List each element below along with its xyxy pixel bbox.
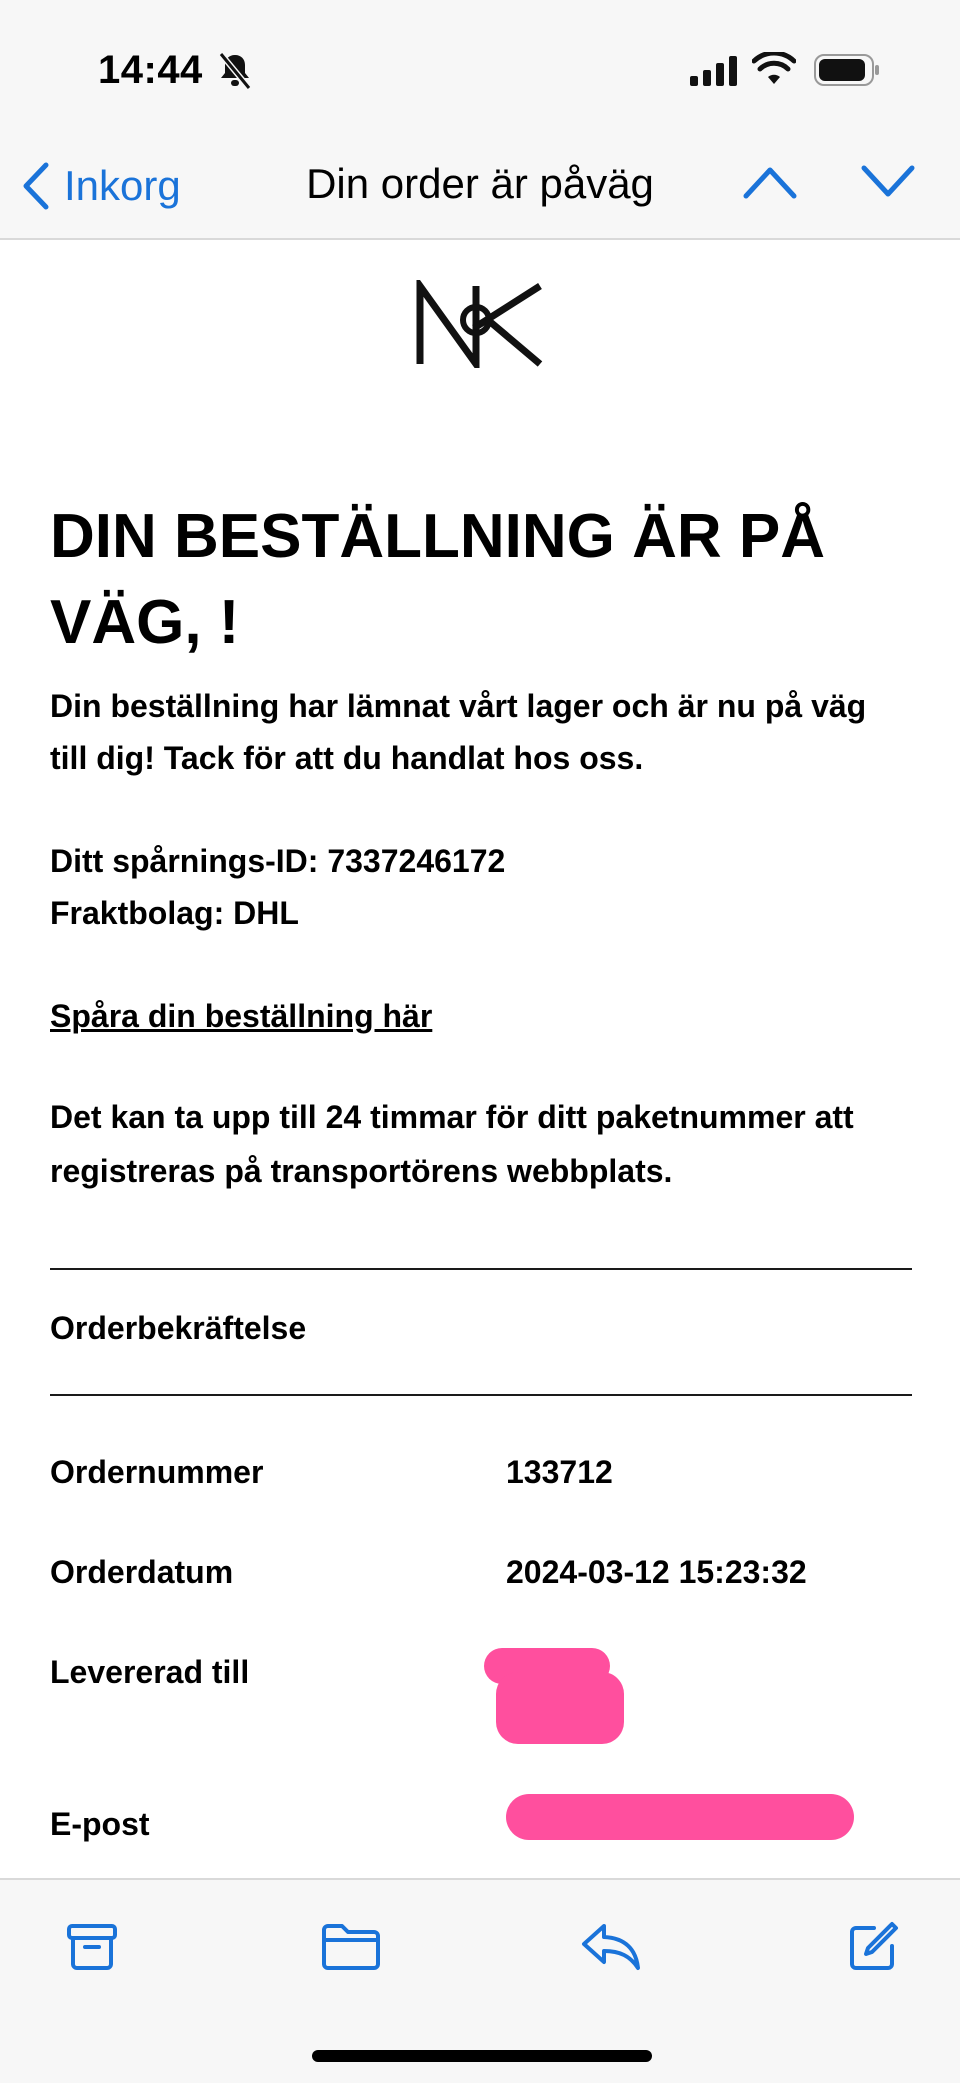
- tracking-id-line: Ditt spårnings-ID: 7337246172: [50, 843, 506, 879]
- divider: [50, 1268, 912, 1270]
- chevron-up-icon: [742, 162, 798, 202]
- folder-icon: [320, 1920, 382, 1972]
- previous-message-button[interactable]: [742, 162, 798, 207]
- divider: [50, 1394, 912, 1396]
- battery-icon: [814, 54, 880, 91]
- email-heading: DIN BESTÄLLNING ÄR PÅ VÄG, !: [50, 502, 825, 657]
- cellular-signal-icon: [690, 56, 738, 91]
- tracking-info: [50, 835, 910, 939]
- redacted-address: [496, 1672, 624, 1744]
- brand-logo: [414, 280, 546, 373]
- delivered-to-label: Levererad till: [50, 1654, 250, 1690]
- home-indicator: [312, 2050, 652, 2062]
- redacted-email: [506, 1794, 854, 1840]
- status-time: 14:44: [98, 48, 203, 92]
- reply-icon: [580, 1920, 642, 1972]
- back-label: Inkorg: [64, 162, 181, 209]
- chevron-down-icon: [860, 162, 916, 202]
- top-bar: [0, 0, 960, 240]
- wifi-icon: [752, 52, 796, 91]
- archive-icon: [66, 1920, 118, 1972]
- back-button[interactable]: [20, 158, 181, 214]
- track-order-link[interactable]: Spåra din beställning här: [50, 998, 433, 1034]
- order-number-value: 133712: [506, 1454, 613, 1490]
- email-subject-title: Din order är påväg: [306, 160, 654, 207]
- archive-button[interactable]: [66, 1920, 118, 1977]
- tracking-notice: Det kan ta upp till 24 timmar för ditt paketnummer att registreras på transportörens webbplats.: [50, 1099, 854, 1189]
- order-number-label: Ordernummer: [50, 1454, 264, 1490]
- email-label: E-post: [50, 1806, 150, 1842]
- chevron-left-icon: [20, 161, 50, 211]
- silent-bell-icon: [218, 52, 252, 95]
- next-message-button[interactable]: [860, 162, 916, 207]
- order-date-label: Orderdatum: [50, 1554, 234, 1590]
- order-date-value: 2024-03-12 15:23:32: [506, 1554, 807, 1590]
- intro-text: Din beställning har lämnat vårt lager och är nu på väg till dig! Tack för att du handlat hos oss.: [50, 688, 867, 776]
- compose-button[interactable]: [846, 1920, 900, 1979]
- move-to-folder-button[interactable]: [320, 1920, 382, 1977]
- compose-icon: [846, 1920, 900, 1974]
- confirmation-title: Orderbekräftelse: [50, 1310, 307, 1346]
- reply-button[interactable]: [580, 1920, 642, 1977]
- carrier-line: Fraktbolag: DHL: [50, 895, 299, 931]
